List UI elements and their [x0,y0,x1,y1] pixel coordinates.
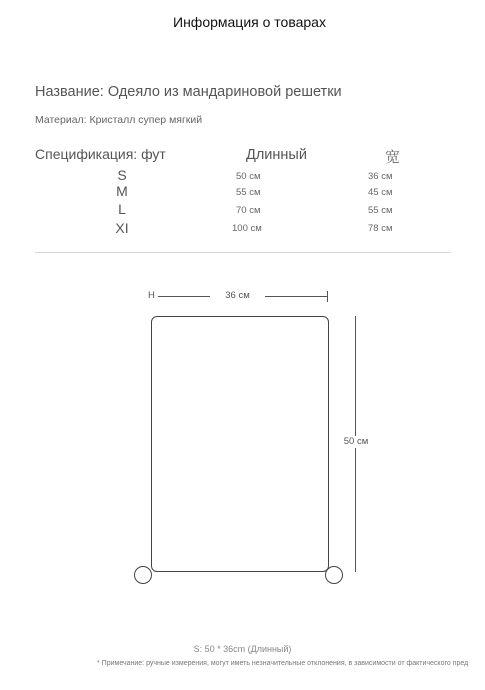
size-l-wide: 55 см [368,205,393,216]
product-material: Материал: Кристалл супер мягкий [35,114,203,126]
size-m-wide: 45 см [368,187,393,198]
size-s-long: 50 см [236,171,261,182]
page-title: Информация о товаpax [173,14,326,30]
section-divider [35,252,451,253]
size-caption: S: 50 * 36cm (Длинный) [193,644,292,654]
height-dimension-label: 50 см [336,436,376,448]
size-m-long: 55 см [236,187,261,198]
blanket-outline [151,316,329,572]
size-label-m: M [116,183,128,199]
tassel-right-icon [325,566,343,584]
product-name: Название: Одеяло из мандариновой решетки [35,84,342,100]
size-s-wide: 36 см [368,171,393,182]
dimension-h-label: H [148,290,155,301]
width-dimension-line-right [265,296,327,297]
size-l-long: 70 см [236,205,261,216]
column-header-long: Длинный [246,147,307,163]
measurement-footnote: * Примечание: ручные измерения, могут иметь незначительные отклонения, в зависимости от фактического пред [97,660,469,667]
size-label-s: S [117,167,127,183]
size-label-l: L [118,201,126,217]
width-dimension-line-left [158,296,210,297]
size-xl-long: 100 см [232,223,262,234]
column-header-wide: 宽 [385,149,401,166]
tassel-left-icon [134,566,152,584]
size-xl-wide: 78 см [368,223,393,234]
size-label-xl: XI [115,220,129,236]
width-dimension-label: 36 см [225,290,250,301]
width-dimension-tick [327,291,328,302]
spec-label: Спецификация: фут [35,146,166,162]
